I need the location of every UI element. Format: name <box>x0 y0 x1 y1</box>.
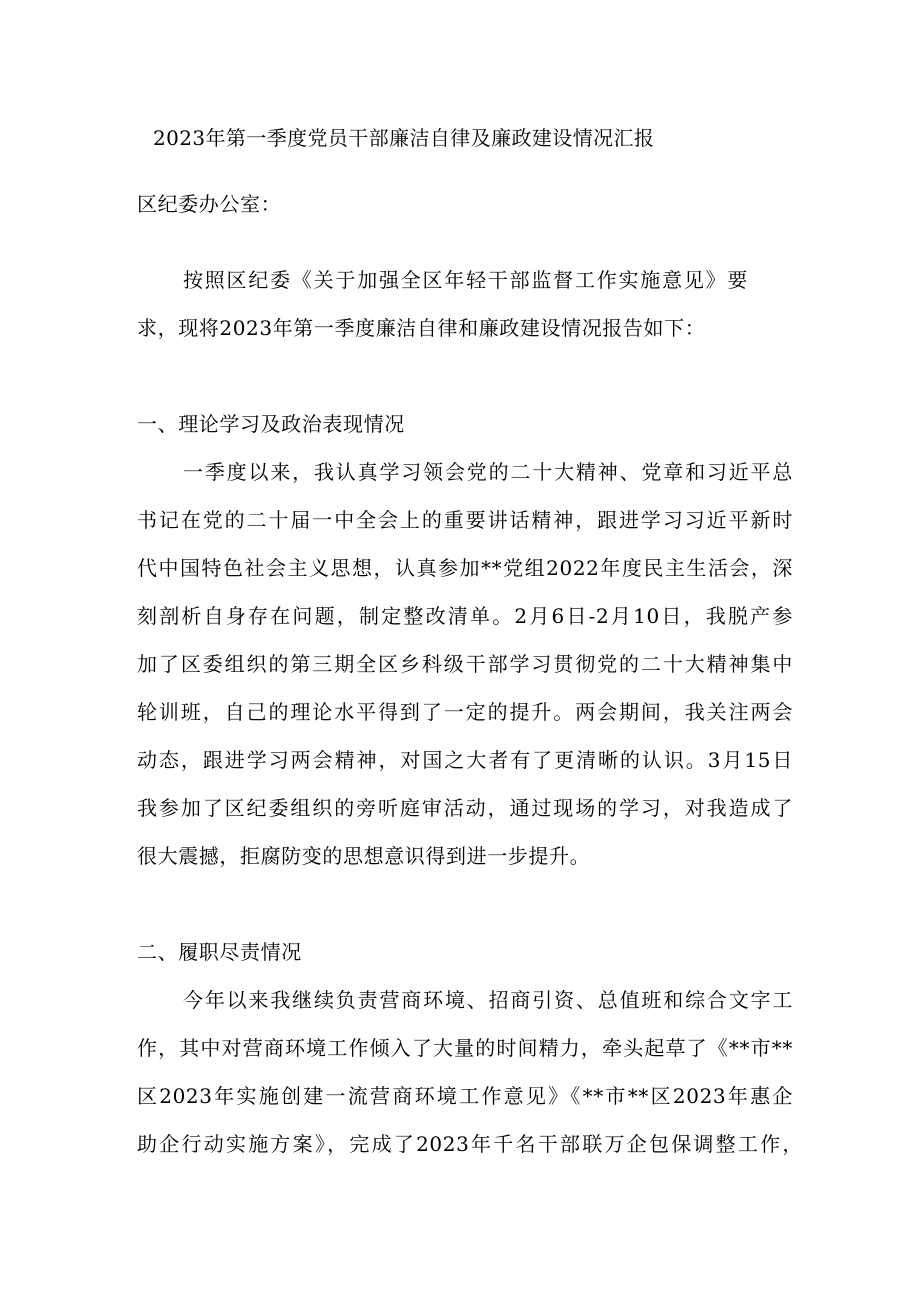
section1-line-8: 我参加了区纪委组织的旁听庭审活动，通过现场的学习，对我造成了 <box>137 796 793 820</box>
intro-line-1: 按照区纪委《关于加强全区年轻干部监督工作实施意见》要 <box>183 268 748 292</box>
section1-line-9: 很大震撼，拒腐防变的思想意识得到进一步提升。 <box>137 844 591 868</box>
section1-line-2: 书记在党的二十届一中全会上的重要讲话精神，跟进学习习近平新时 <box>137 508 793 532</box>
document-title: 2023年第一季度党员干部廉洁自律及廉政建设情况汇报 <box>153 126 655 150</box>
section2-line-2: 作，其中对营商环境工作倾入了大量的时间精力，牵头起草了《**市** <box>137 1036 793 1060</box>
section1-heading: 一、理论学习及政治表现情况 <box>137 412 405 436</box>
section2-line-1: 今年以来我继续负责营商环境、招商引资、总值班和综合文字工 <box>183 988 793 1012</box>
section1-line-6: 轮训班，自己的理论水平得到了一定的提升。两会期间，我关注两会 <box>137 700 793 724</box>
section2-line-4: 助企行动实施方案》，完成了2023年千名干部联万企包保调整工作， <box>137 1132 803 1156</box>
section1-line-1: 一季度以来，我认真学习领会党的二十大精神、党章和习近平总 <box>183 460 793 484</box>
section1-line-4: 刻剖析自身存在问题，制定整改清单。2月6日-2月10日，我脱产参 <box>137 604 793 628</box>
section1-line-3: 代中国特色社会主义思想，认真参加**党组2022年度民主生活会，深 <box>137 556 793 580</box>
intro-line-2: 求，现将2023年第一季度廉洁自律和廉政建设情况报告如下： <box>137 316 706 340</box>
section2-line-3: 区2023年实施创建一流营商环境工作意见》《**市**区2023年惠企 <box>137 1084 793 1108</box>
section1-line-7: 动态，跟进学习两会精神，对国之大者有了更清晰的认识。3月15日 <box>137 748 793 772</box>
section2-heading: 二、履职尽责情况 <box>137 940 302 964</box>
section1-line-5: 加了区委组织的第三期全区乡科级干部学习贯彻党的二十大精神集中 <box>137 652 793 676</box>
salutation: 区纪委办公室： <box>137 192 282 216</box>
